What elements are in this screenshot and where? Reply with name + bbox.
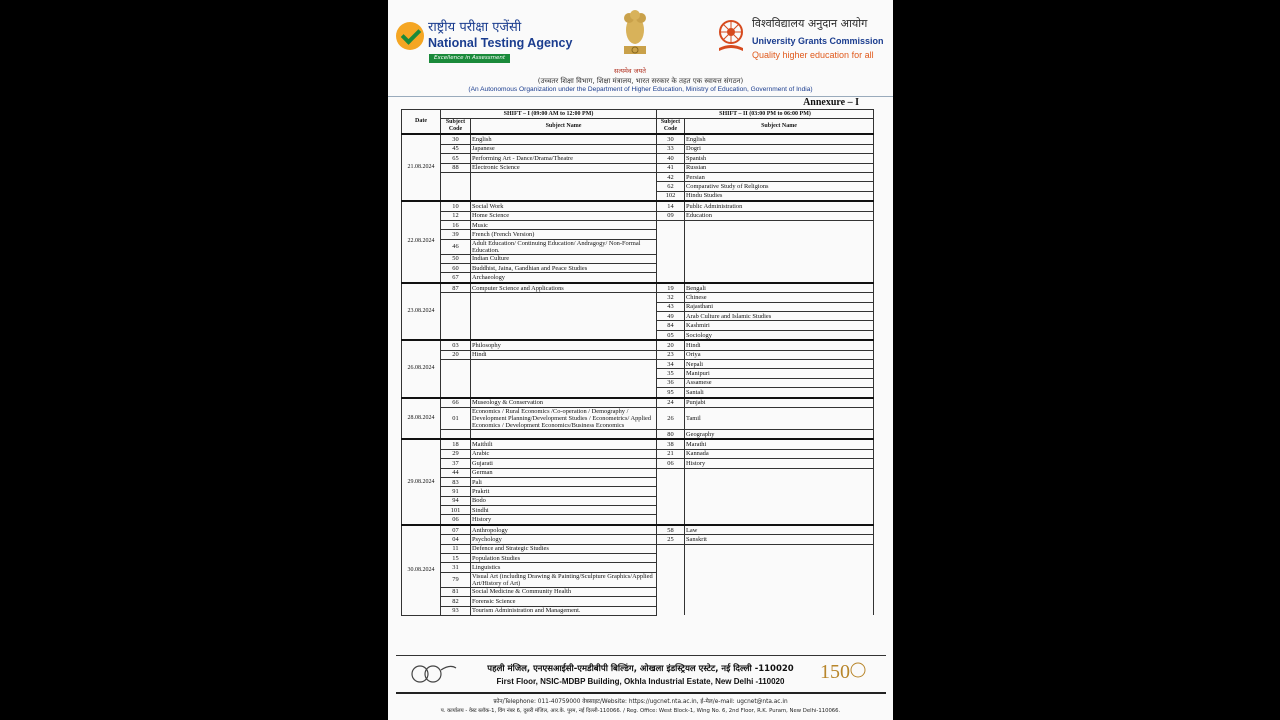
shift2-code-header: Subject Code [657, 119, 685, 135]
shift1-subject-code: 87 [441, 283, 471, 293]
table-row [402, 201, 874, 211]
exam-date: 28.08.2024 [402, 398, 441, 440]
shift2-empty-cell [657, 496, 685, 505]
shift2-subject-code: 14 [657, 201, 685, 211]
shift1-empty-cell [471, 191, 657, 201]
shift2-subject-code: 38 [657, 439, 685, 449]
shift1-subject-code: 37 [441, 459, 471, 468]
shift1-subject-code: 94 [441, 496, 471, 505]
table-row [402, 388, 874, 398]
shift1-empty-cell [441, 172, 471, 181]
table-row [402, 496, 874, 505]
shift1-empty-cell [441, 182, 471, 191]
table-row [402, 211, 874, 220]
shift2-subject-name: Manipuri [685, 369, 874, 378]
table-row [402, 239, 874, 254]
shift2-name-header: Subject Name [685, 119, 874, 135]
shift2-empty-cell [657, 506, 685, 515]
date-header: Date [402, 110, 441, 135]
table-row [402, 350, 874, 359]
shift2-empty-cell [657, 606, 685, 615]
shift1-empty-cell [471, 359, 657, 368]
shift2-empty-cell [685, 563, 874, 572]
shift2-subject-name: Kashmiri [685, 321, 874, 330]
table-row [402, 172, 874, 181]
table-row [402, 264, 874, 273]
shift1-subject-code: 11 [441, 544, 471, 553]
table-row [402, 182, 874, 191]
shift1-subject-name: English [471, 134, 657, 144]
shift2-subject-name: English [685, 134, 874, 144]
shift2-subject-code: 41 [657, 163, 685, 172]
table-row [402, 429, 874, 439]
table-row [402, 254, 874, 263]
table-row [402, 302, 874, 311]
shift2-empty-cell [685, 239, 874, 254]
shift1-empty-cell [441, 369, 471, 378]
table-row [402, 144, 874, 153]
shift1-subject-name: History [471, 515, 657, 525]
state-emblem-icon [620, 6, 650, 60]
exam-date: 30.08.2024 [402, 525, 441, 616]
table-row [402, 506, 874, 515]
exam-date: 26.08.2024 [402, 340, 441, 397]
shift1-subject-name: Pali [471, 477, 657, 486]
shift1-subject-name: Indian Culture [471, 254, 657, 263]
shift2-subject-code: 34 [657, 359, 685, 368]
shift2-subject-code: 35 [657, 369, 685, 378]
shift2-empty-cell [685, 496, 874, 505]
shift2-empty-cell [657, 597, 685, 606]
shift2-subject-code: 80 [657, 429, 685, 439]
shift1-subject-code: 12 [441, 211, 471, 220]
shift1-subject-name: Population Studies [471, 554, 657, 563]
shift1-subject-name: Social Work [471, 201, 657, 211]
footer-divider [396, 655, 886, 656]
shift1-empty-cell [441, 330, 471, 340]
table-row [402, 487, 874, 496]
shift2-subject-code: 19 [657, 283, 685, 293]
shift2-empty-cell [685, 515, 874, 525]
table-row [402, 230, 874, 239]
shift2-subject-name: Persian [685, 172, 874, 181]
shift1-subject-name: Japanese [471, 144, 657, 153]
shift1-subject-code: 93 [441, 606, 471, 615]
shift2-header: SHIFT – II (03:00 PM to 06:00 PM) [657, 110, 874, 119]
shift1-subject-code: 30 [441, 134, 471, 144]
shift1-empty-cell [471, 172, 657, 181]
table-row [402, 606, 874, 615]
shift1-empty-cell [471, 293, 657, 302]
table-row [402, 459, 874, 468]
footer-rule [396, 692, 886, 694]
shift1-subject-code: 83 [441, 477, 471, 486]
shift1-empty-cell [471, 429, 657, 439]
shift2-subject-code: 21 [657, 449, 685, 458]
shift1-subject-name: German [471, 468, 657, 477]
table-row [402, 544, 874, 553]
table-row [402, 359, 874, 368]
shift2-subject-name: Kannada [685, 449, 874, 458]
table-row [402, 321, 874, 330]
shift2-empty-cell [685, 544, 874, 553]
shift2-subject-code: 06 [657, 459, 685, 468]
letterhead [388, 0, 893, 98]
shift1-subject-code: 04 [441, 535, 471, 544]
shift2-subject-name: Oriya [685, 350, 874, 359]
shift1-subject-name: Adult Education/ Continuing Education/ Andragogy/ Non-Formal Education. [471, 239, 657, 254]
table-row [402, 330, 874, 340]
shift1-subject-code: 45 [441, 144, 471, 153]
table-row [402, 163, 874, 172]
shift1-subject-name: Museology & Conservation [471, 398, 657, 408]
shift1-subject-name: Archaeology [471, 273, 657, 283]
shift1-subject-name: Sindhi [471, 506, 657, 515]
shift2-empty-cell [685, 273, 874, 283]
table-row [402, 273, 874, 283]
shift1-subject-code: 88 [441, 163, 471, 172]
table-row [402, 515, 874, 525]
shift2-subject-name: Spanish [685, 154, 874, 163]
shift2-subject-name: Comparative Study of Religions [685, 182, 874, 191]
shift2-subject-code: 36 [657, 378, 685, 387]
authority-line-english: (An Autonomous Organization under the Department of Higher Education, Ministry of Education, Government of India) [468, 86, 813, 93]
shift2-subject-code: 102 [657, 191, 685, 201]
shift2-empty-cell [685, 220, 874, 229]
shift2-empty-cell [685, 468, 874, 477]
table-row [402, 439, 874, 449]
shift1-subject-name: Electronic Science [471, 163, 657, 172]
shift1-subject-code: 39 [441, 230, 471, 239]
nta-tagline: Excellence in Assessment [429, 54, 510, 63]
exam-date: 22.08.2024 [402, 201, 441, 283]
shift2-subject-name: History [685, 459, 874, 468]
shift1-subject-code: 67 [441, 273, 471, 283]
shift1-header: SHIFT – I (09:00 AM to 12:00 PM) [441, 110, 657, 119]
shift1-subject-code: 60 [441, 264, 471, 273]
table-row [402, 154, 874, 163]
ugc-logo-icon [716, 18, 746, 56]
shift1-code-header: Subject Code [441, 119, 471, 135]
shift2-subject-code: 20 [657, 340, 685, 350]
footer-regional-office: प. कार्यालय - वेस्ट ब्लॉक-1, विंग नंबर 6, दूसरी मंजिल, आर.के. पुरम, नई दिल्ली-110066. / Reg. Office: West Block-1, Wing No. 6, 2nd Floor, R.K. Puram, New Delhi-110066. [440, 708, 841, 714]
shift1-subject-code: 81 [441, 587, 471, 596]
shift2-subject-code: 24 [657, 398, 685, 408]
shift2-empty-cell [657, 254, 685, 263]
shift2-subject-code: 25 [657, 535, 685, 544]
shift2-subject-code: 30 [657, 134, 685, 144]
shift1-subject-code: 03 [441, 340, 471, 350]
shift2-subject-code: 09 [657, 211, 685, 220]
shift2-subject-name: Tamil [685, 407, 874, 429]
shift1-empty-cell [471, 312, 657, 321]
shift1-empty-cell [471, 321, 657, 330]
shift2-empty-cell [657, 544, 685, 553]
shift2-empty-cell [685, 597, 874, 606]
shift1-subject-name: Defence and Strategic Studies [471, 544, 657, 553]
shift2-subject-name: Public Administration [685, 201, 874, 211]
emblem-motto: सत्यमेव जयते [614, 67, 646, 75]
shift2-empty-cell [685, 477, 874, 486]
shift1-subject-name: Arabic [471, 449, 657, 458]
table-row [402, 477, 874, 486]
shift2-empty-cell [685, 487, 874, 496]
shift1-subject-code: 44 [441, 468, 471, 477]
shift1-empty-cell [471, 182, 657, 191]
shift1-empty-cell [441, 191, 471, 201]
shift1-subject-name: Philosophy [471, 340, 657, 350]
shift2-subject-name: Marathi [685, 439, 874, 449]
table-row [402, 398, 874, 408]
shift1-subject-code: 29 [441, 449, 471, 458]
svg-text:150: 150 [820, 661, 850, 683]
shift1-name-header: Subject Name [471, 119, 657, 135]
shift1-subject-name: Buddhist, Jaina, Gandhian and Peace Studies [471, 264, 657, 273]
shift2-empty-cell [657, 554, 685, 563]
shift2-subject-code: 62 [657, 182, 685, 191]
ugc-name-hindi: विश्वविद्यालय अनुदान आयोग [752, 17, 868, 30]
table-row [402, 587, 874, 596]
shift1-subject-code: 66 [441, 398, 471, 408]
shift2-empty-cell [685, 264, 874, 273]
shift1-subject-code: 16 [441, 220, 471, 229]
shift2-empty-cell [685, 606, 874, 615]
exam-date: 29.08.2024 [402, 439, 441, 525]
shift1-empty-cell [441, 429, 471, 439]
shift1-subject-code: 18 [441, 439, 471, 449]
shift1-empty-cell [441, 388, 471, 398]
shift2-empty-cell [685, 506, 874, 515]
shift1-subject-name: French (French Version) [471, 230, 657, 239]
shift2-subject-code: 40 [657, 154, 685, 163]
shift2-subject-name: Arab Culture and Islamic Studies [685, 312, 874, 321]
shift2-empty-cell [685, 587, 874, 596]
shift1-empty-cell [441, 293, 471, 302]
shift1-subject-name: Bodo [471, 496, 657, 505]
shift2-subject-code: 84 [657, 321, 685, 330]
shift1-subject-name: Economics / Rural Economics /Co-operation / Demography / Development Planning/Development Studies / Econometrics/ Applied Economics / Development Economics/Business Economics [471, 407, 657, 429]
shift1-subject-name: Home Science [471, 211, 657, 220]
shift2-empty-cell [657, 587, 685, 596]
table-row [402, 407, 874, 429]
shift2-subject-name: Russian [685, 163, 874, 172]
shift1-subject-name: Gujarati [471, 459, 657, 468]
footer-contact: फ़ोन/Telephone: 011-40759000 वेबसाइट/Website: https://ugcnet.nta.ac.in, ई-मेल/e-mail: ugcnet@nta.ac.in [493, 699, 788, 705]
shift2-subject-name: Hindi [685, 340, 874, 350]
nta-logo-icon [396, 22, 424, 50]
exam-date: 23.08.2024 [402, 283, 441, 340]
shift2-subject-name: Law [685, 525, 874, 535]
exam-date: 21.08.2024 [402, 134, 441, 201]
footer-address-hindi: पहली मंजिल, एनएसआईसी-एमडीबीपी बिल्डिंग, ओखला इंडस्ट्रियल एस्टेट, नई दिल्ली -110020 [487, 664, 794, 674]
shift1-subject-name: Visual Art (including Drawing & Painting/Sculpture Graphics/Applied Art/History of Art) [471, 572, 657, 587]
table-row [402, 220, 874, 229]
shift2-subject-code: 05 [657, 330, 685, 340]
footer-address-english: First Floor, NSIC-MDBP Building, Okhla Industrial Estate, New Delhi -110020 [496, 677, 785, 686]
shift2-empty-cell [657, 468, 685, 477]
schedule-body [402, 134, 874, 615]
annexure-title: Annexure – I [803, 97, 859, 108]
shift2-subject-name: Assamese [685, 378, 874, 387]
shift2-empty-cell [657, 515, 685, 525]
table-row [402, 468, 874, 477]
shift1-subject-code: 91 [441, 487, 471, 496]
shift1-subject-code: 01 [441, 407, 471, 429]
shift2-subject-name: Hindu Studies [685, 191, 874, 201]
table-row [402, 283, 874, 293]
shift1-subject-name: Hindi [471, 350, 657, 359]
shift2-subject-code: 33 [657, 144, 685, 153]
shift1-subject-code: 06 [441, 515, 471, 525]
nta-name-hindi: राष्ट्रीय परीक्षा एजेंसी [428, 20, 522, 35]
shift2-subject-name: Santali [685, 388, 874, 398]
shift2-empty-cell [657, 487, 685, 496]
shift2-empty-cell [657, 264, 685, 273]
table-row [402, 563, 874, 572]
document-page [388, 0, 893, 720]
shift2-subject-name: Chinese [685, 293, 874, 302]
table-row [402, 449, 874, 458]
shift2-subject-name: Rajasthani [685, 302, 874, 311]
shift2-empty-cell [685, 230, 874, 239]
shift2-subject-name: Sociology [685, 330, 874, 340]
shift2-empty-cell [685, 572, 874, 587]
shift1-empty-cell [441, 321, 471, 330]
table-row [402, 597, 874, 606]
shift1-subject-name: Computer Science and Applications [471, 283, 657, 293]
shift2-subject-code: 43 [657, 302, 685, 311]
shift1-subject-name: Social Medicine & Community Health [471, 587, 657, 596]
shift1-subject-code: 15 [441, 554, 471, 563]
shift2-subject-code: 32 [657, 293, 685, 302]
shift1-subject-name: Linguistics [471, 563, 657, 572]
shift2-subject-name: Sanskrit [685, 535, 874, 544]
table-row [402, 134, 874, 144]
shift1-subject-code: 79 [441, 572, 471, 587]
shift2-empty-cell [657, 220, 685, 229]
table-row [402, 535, 874, 544]
shift1-empty-cell [471, 330, 657, 340]
shift2-empty-cell [685, 554, 874, 563]
shift2-empty-cell [657, 477, 685, 486]
shift2-empty-cell [657, 563, 685, 572]
shift1-subject-name: Anthropology [471, 525, 657, 535]
shift1-subject-code: 50 [441, 254, 471, 263]
shift1-empty-cell [441, 312, 471, 321]
shift2-subject-name: Bengali [685, 283, 874, 293]
authority-line-hindi: (उच्चतर शिक्षा विभाग, शिक्षा मंत्रालय, भारत सरकार के तहत एक स्वायत्त संगठन) [537, 77, 744, 85]
shift2-subject-name: Punjabi [685, 398, 874, 408]
shift1-empty-cell [471, 388, 657, 398]
shift2-subject-code: 42 [657, 172, 685, 181]
shift1-subject-code: 46 [441, 239, 471, 254]
table-row [402, 369, 874, 378]
shift1-subject-name: Performing Art - Dance/Drama/Theatre [471, 154, 657, 163]
shift2-empty-cell [657, 239, 685, 254]
exam-schedule-table [401, 109, 874, 616]
table-row [402, 554, 874, 563]
shift2-subject-name: Geography [685, 429, 874, 439]
shift2-empty-cell [685, 254, 874, 263]
shift2-empty-cell [657, 230, 685, 239]
shift2-subject-code: 49 [657, 312, 685, 321]
table-row [402, 312, 874, 321]
shift2-subject-code: 23 [657, 350, 685, 359]
shift1-empty-cell [471, 302, 657, 311]
shift1-subject-code: 10 [441, 201, 471, 211]
shift2-subject-name: Education [685, 211, 874, 220]
shift2-subject-code: 95 [657, 388, 685, 398]
shift1-empty-cell [441, 302, 471, 311]
shift1-empty-cell [441, 378, 471, 387]
shift1-subject-code: 07 [441, 525, 471, 535]
shift1-subject-name: Forensic Science [471, 597, 657, 606]
shift1-subject-name: Maithili [471, 439, 657, 449]
shift1-subject-name: Psychology [471, 535, 657, 544]
ugc-name-english: University Grants Commission [752, 36, 884, 46]
shift2-subject-name: Nepali [685, 359, 874, 368]
shift1-empty-cell [441, 359, 471, 368]
shift2-subject-name: Dogri [685, 144, 874, 153]
shift2-empty-cell [657, 572, 685, 587]
table-row [402, 293, 874, 302]
shift2-empty-cell [657, 273, 685, 283]
table-row [402, 378, 874, 387]
shift1-subject-name: Tourism Administration and Management. [471, 606, 657, 615]
shift1-subject-code: 82 [441, 597, 471, 606]
shift1-subject-name: Prakrit [471, 487, 657, 496]
shift1-subject-code: 31 [441, 563, 471, 572]
shift1-subject-name: Music [471, 220, 657, 229]
table-row [402, 525, 874, 535]
shift1-empty-cell [471, 378, 657, 387]
nta-name-english: National Testing Agency [428, 36, 573, 50]
anniversary-logo-icon [818, 656, 868, 692]
shift2-subject-code: 58 [657, 525, 685, 535]
shift1-empty-cell [471, 369, 657, 378]
shift1-subject-code: 101 [441, 506, 471, 515]
table-row [402, 340, 874, 350]
shift1-subject-code: 20 [441, 350, 471, 359]
shift2-subject-code: 26 [657, 407, 685, 429]
shift1-subject-code: 65 [441, 154, 471, 163]
table-row [402, 191, 874, 201]
ugc-tagline: Quality higher education for all [752, 50, 874, 60]
table-row [402, 572, 874, 587]
